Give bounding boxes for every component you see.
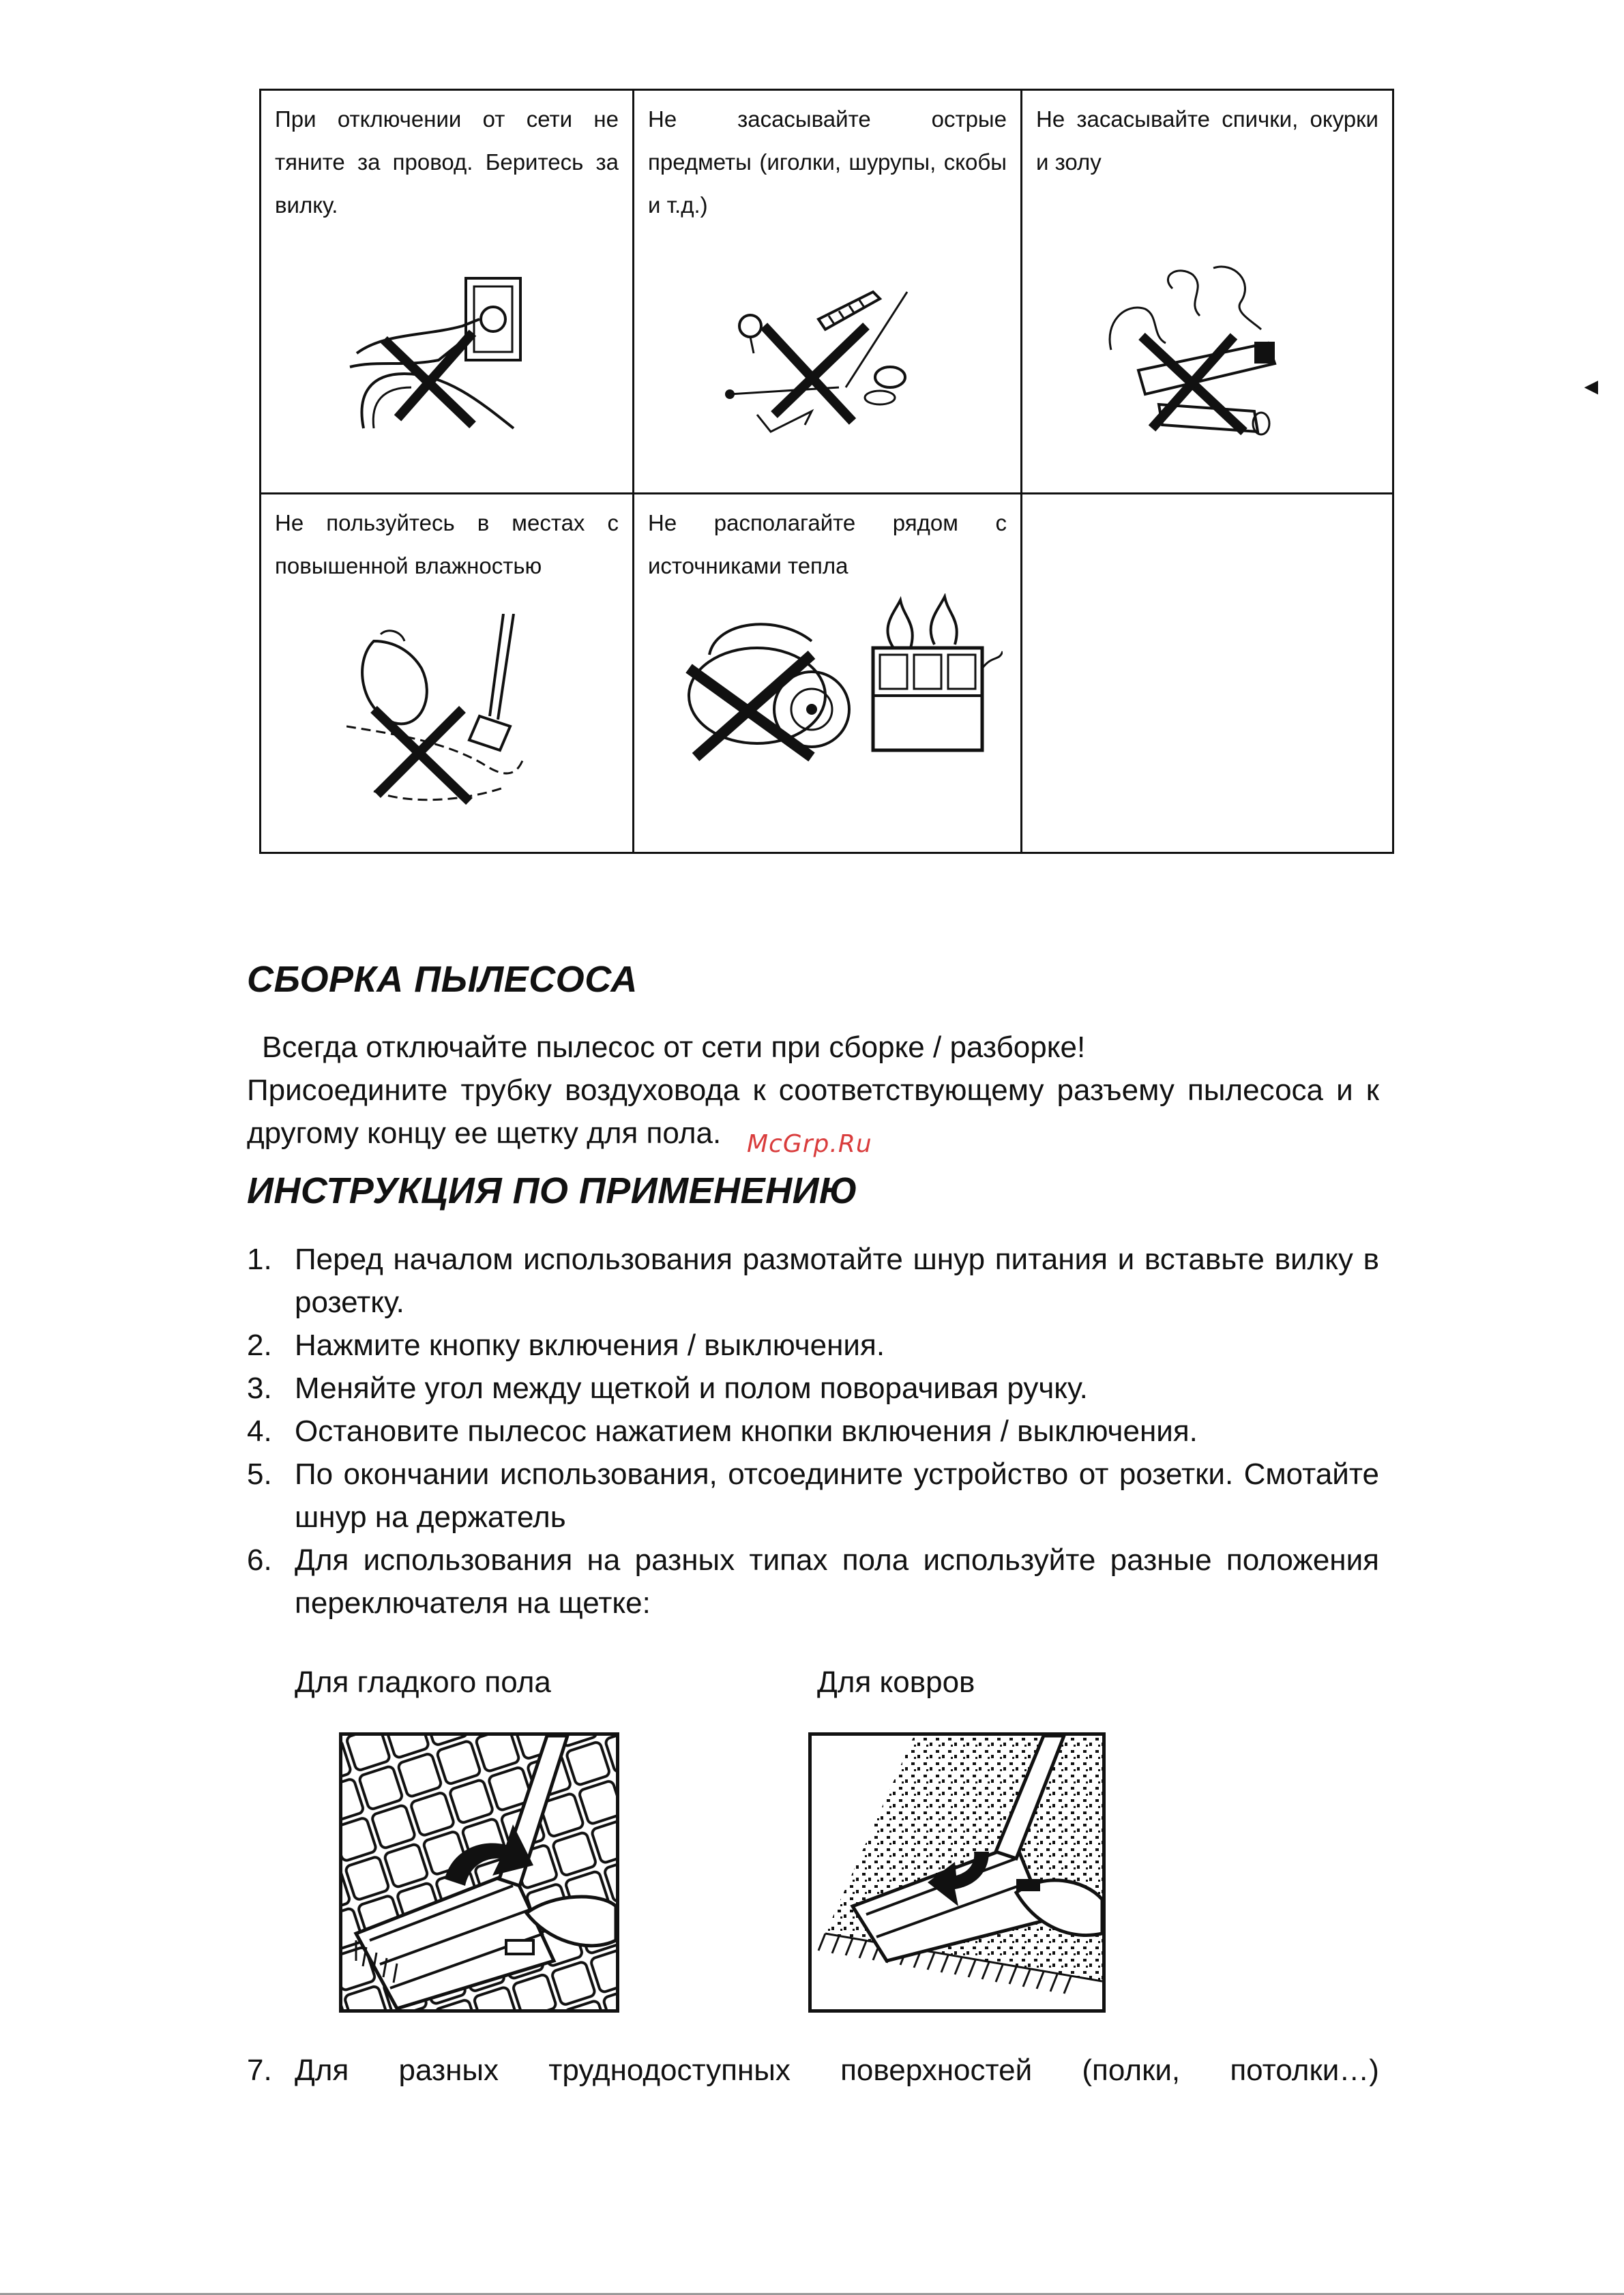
warning-cell-heat — [634, 494, 1020, 852]
step-number: 3. — [247, 1372, 272, 1405]
watermark: McGrp.Ru — [747, 1130, 872, 1158]
warning-text: При отключении от сети не тяните за провод. Беритесь за вилку. — [275, 106, 619, 218]
smooth-floor-label: Для гладкого пола — [295, 1665, 551, 1699]
warning-cell-sharp — [634, 91, 1020, 492]
smooth-floor-brush-icon — [339, 1732, 619, 2013]
step-text: По окончании использования, отсоедините устройство от розетки. Смотайте шнур на держатель — [295, 1457, 1379, 1534]
step-text: Перед началом использования размотайте шнур питания и вставьте вилку в розетку. — [295, 1243, 1379, 1319]
usage-step — [247, 1539, 1379, 1625]
usage-step — [247, 1453, 1379, 1539]
step-text: Нажмите кнопку включения / выключения. — [295, 1329, 885, 1362]
usage-steps — [247, 1238, 1379, 1625]
warning-cell-unplug — [261, 91, 632, 492]
side-marker: ◄ — [1580, 374, 1603, 400]
warning-cell-wet — [261, 494, 632, 852]
step-number: 5. — [247, 1457, 272, 1491]
assembly-text: Присоедините трубку воздуховода к соответствующему разъему пылесоса и к другому концу ее щетку для пола. — [247, 1074, 1379, 1150]
carpet-brush-icon — [808, 1732, 1106, 2013]
warning-cell-cigarettes — [1022, 91, 1392, 492]
heat-source-icon — [675, 593, 1003, 764]
warnings-table — [259, 89, 1394, 854]
step-number: 6. — [247, 1543, 272, 1577]
step-number: 7. — [247, 2054, 272, 2087]
wet-floor-icon — [346, 614, 544, 812]
usage-step — [247, 1238, 1379, 1324]
usage-heading: ИНСТРУКЦИЯ ПО ПРИМЕНЕНИЮ — [247, 1170, 858, 1211]
step-text — [295, 2049, 1379, 2092]
unplug-by-plug-icon — [343, 271, 534, 435]
cigarettes-ash-icon — [1097, 261, 1302, 439]
step-word: труднодоступных — [548, 2054, 791, 2087]
sharp-objects-icon — [716, 278, 928, 435]
carpet-label: Для ковров — [817, 1665, 975, 1699]
warning-text: Не пользуйтесь в местах с повышенной влажностью — [275, 510, 619, 578]
assembly-warning: Всегда отключайте пылесос от сети при сборке / разборке! — [262, 1031, 1086, 1064]
usage-step — [247, 1367, 1379, 1410]
step-number: 2. — [247, 1329, 272, 1362]
warning-text: Не располагайте рядом с источниками тепла — [648, 510, 1007, 578]
step-word: потолки…) — [1230, 2054, 1379, 2087]
warning-text: Не засасывайте острые предметы (иголки, шурупы, скобы и т.д.) — [648, 106, 1007, 218]
step-text: Для использования на разных типах пола используйте разные положения переключателя на щетке: — [295, 1543, 1379, 1620]
warning-text: Не засасывайте спички, окурки и золу — [1036, 106, 1378, 175]
assembly-heading: СБОРКА ПЫЛЕСОСА — [247, 959, 638, 1000]
step-text: Остановите пылесос нажатием кнопки включения / выключения. — [295, 1415, 1198, 1448]
step-number: 1. — [247, 1243, 272, 1276]
warning-cell-empty — [1022, 494, 1392, 852]
usage-step — [247, 1410, 1379, 1453]
step-number: 4. — [247, 1415, 272, 1448]
step-word: Для — [295, 2054, 349, 2087]
step-word: разных — [398, 2054, 499, 2087]
usage-step — [247, 1324, 1379, 1367]
step-text: Меняйте угол между щеткой и полом поворачивая ручку. — [295, 1372, 1088, 1405]
step-word: поверхностей — [840, 2054, 1033, 2087]
step-word: (полки, — [1082, 2054, 1181, 2087]
